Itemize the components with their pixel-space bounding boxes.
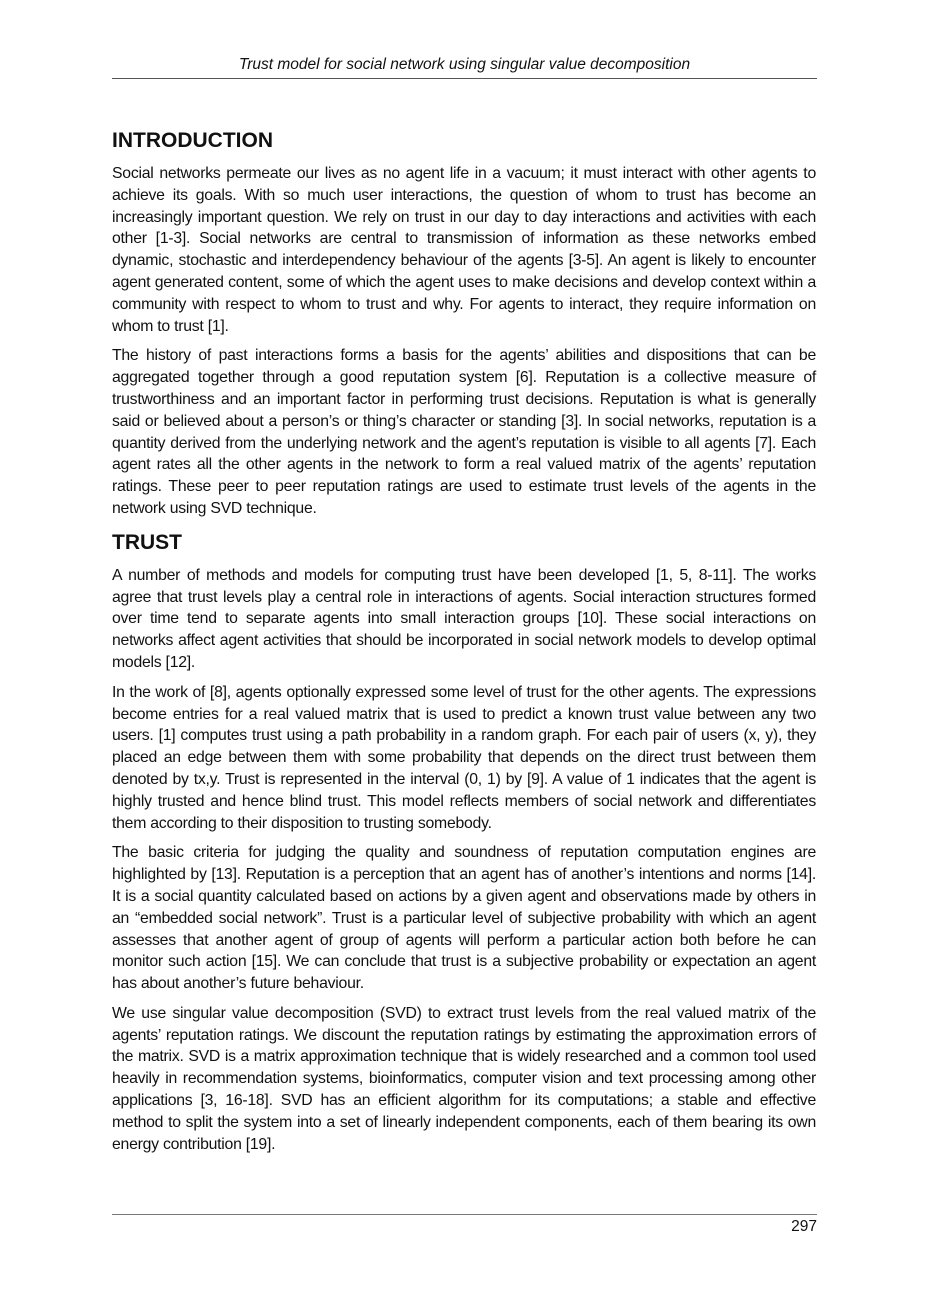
trust-paragraph-1: A number of methods and models for computing trust have been developed [1, 5, 8-11]. The works agree that trust levels play a central role in interactions of agents. Social interaction structures formed over time tend to separate agents into small interaction groups [10]. These social interactions on networks affect agent activities that should be incorporated in social network models to develop optimal models [12].: [112, 566, 816, 671]
intro-paragraph-2: The history of past interactions forms a basis for the agents’ abilities and dispositions that can be aggregated together through a good reputation system [6]. Reputation is a collective measure of trustworthiness and an important factor in performing trust decisions. Reputation is what is generally said or believed about a person’s or thing’s character or standing [3]. In social networks, reputation is a quantity derived from the underlying network and the agent’s reputation is visible to all agents [7]. Each agent rates all the other agents in the network to form a real valued matrix of the agents’ reputation ratings. These peer to peer reputation ratings are used to estimate trust levels of the agents in the network using SVD technique.: [112, 347, 816, 517]
page-body: [112, 128, 816, 1163]
footer-rule: [112, 1214, 817, 1215]
trust-paragraph-4: We use singular value decomposition (SVD) to extract trust levels from the real valued matrix of the agents’ reputation ratings. We discount the reputation ratings by estimating the approximation errors of the matrix. SVD is a matrix approximation technique that is widely researched and a common tool used heavily in recommendation systems, bioinformatics, computer vision and text processing among other applications [3, 16-18]. SVD has an efficient algorithm for its computations; a stable and effective method to split the system into a set of linearly independent components, each of them bearing its own energy contribution [19].: [112, 1004, 816, 1153]
trust-paragraph-2: In the work of [8], agents optionally expressed some level of trust for the other agents. The expressions become entries for a real valued matrix that is used to predict a known trust value between any two users. [1] computes trust using a path probability in a random graph. For each pair of users (x, y), they placed an edge between them with some probability that depends on the direct trust between them denoted by tx,y. Trust is represented in the interval (0, 1) by [9]. A value of 1 indicates that the agent is highly trusted and hence blind trust. This model reflects members of social network and differentiates them according to their disposition to trusting somebody.: [112, 683, 816, 832]
section-heading-introduction: INTRODUCTION: [112, 129, 273, 152]
header-rule: [112, 78, 817, 79]
running-header: Trust model for social network using singular value decomposition: [238, 56, 691, 73]
page-number: 297: [791, 1218, 817, 1235]
section-heading-trust: TRUST: [112, 530, 182, 554]
intro-paragraph-1: Social networks permeate our lives as no agent life in a vacuum; it must interact with other agents to achieve its goals. With so much user interactions, the question of whom to trust has become an increasingly important question. We rely on trust in our day to day interactions and activities with each other [1-3]. Social networks are central to transmission of information as these networks embed dynamic, stochastic and interdependency behaviour of the agents [3-5]. An agent is likely to encounter agent generated content, some of which the agent uses to make decisions and develop context within a community with respect to whom to trust and why. For agents to interact, they require information on whom to trust [1].: [112, 165, 816, 335]
trust-paragraph-3: The basic criteria for judging the quality and soundness of reputation computation engines are highlighted by [13]. Reputation is a perception that an agent has of another’s intentions and norms [14]. It is a social quantity calculated based on actions by a given agent and observations made by others in an “embedded social network”. Trust is a particular level of subjective probability with which an agent assesses that another agent of group of agents will perform a particular action both before he can monitor such action [15]. We can conclude that trust is a subjective probability or expectation an agent has about another’s future behaviour.: [112, 844, 816, 993]
